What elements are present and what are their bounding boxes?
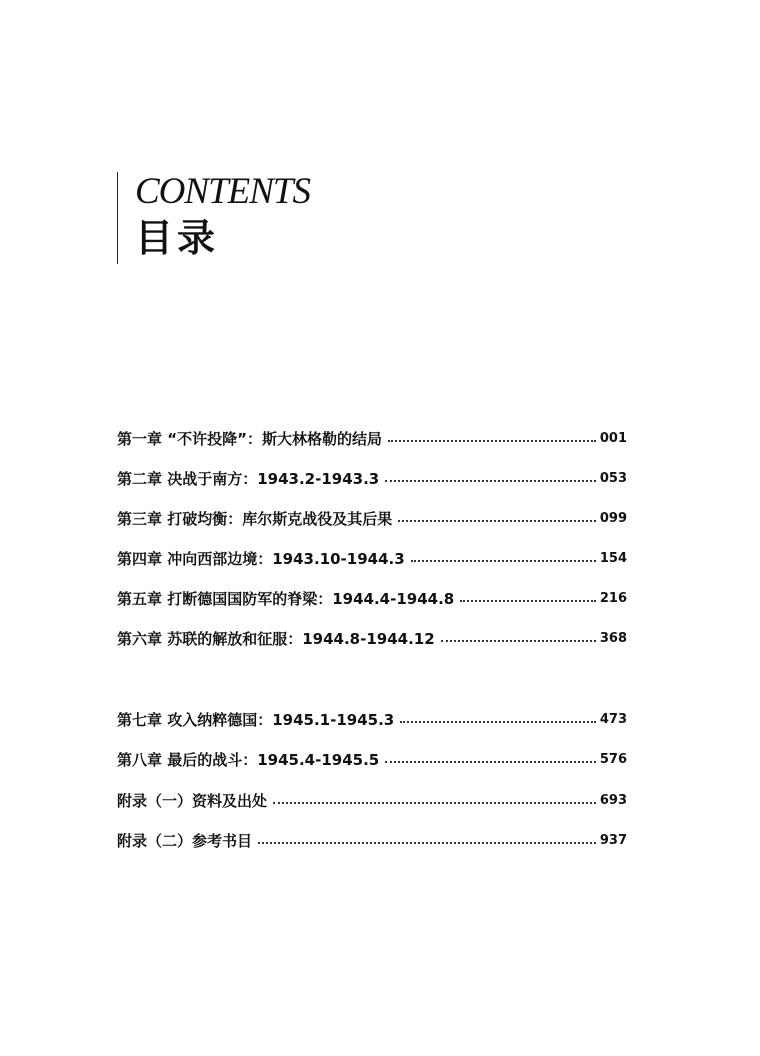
toc-entry-page: 001: [599, 430, 627, 446]
toc-entry-title: 第七章 攻入纳粹德国：1945.1-1945.3: [117, 710, 395, 729]
toc-entry-title: 第三章 打破均衡：库尔斯克战役及其后果: [117, 509, 393, 528]
toc-entry-page: 216: [599, 590, 627, 606]
toc-entry-page: 368: [599, 630, 627, 646]
dot-leader: [411, 559, 596, 562]
toc-entry-chapter-4[interactable]: [117, 544, 627, 572]
toc-entry-page: 576: [599, 751, 627, 767]
toc-entry-chapter-3[interactable]: [117, 504, 627, 532]
toc-entry-title: 第二章 决战于南方：1943.2-1943.3: [117, 469, 380, 488]
toc-entry-page: 693: [599, 792, 627, 808]
toc-entry-chapter-6[interactable]: [117, 624, 627, 652]
toc-entry-title: 第八章 最后的战斗：1945.4-1945.5: [117, 750, 380, 769]
dot-leader: [460, 599, 596, 602]
title-english: CONTENTS: [135, 171, 311, 212]
dot-leader: [385, 760, 596, 763]
toc-entry-chapter-7[interactable]: [117, 705, 627, 733]
toc-entry-title: 第一章 “不许投降”：斯大林格勒的结局: [117, 429, 382, 448]
dot-leader: [398, 519, 596, 522]
toc-entry-title: 第五章 打断德国国防军的脊梁：1944.4-1944.8: [117, 589, 455, 608]
toc-entry-appendix-1[interactable]: [117, 786, 627, 814]
toc-entry-chapter-5[interactable]: [117, 584, 627, 612]
toc-entry-page: 937: [599, 832, 627, 848]
toc-entry-chapter-8[interactable]: [117, 745, 627, 773]
toc-entry-chapter-2[interactable]: [117, 464, 627, 492]
title-chinese: 目录: [135, 216, 220, 260]
dot-leader: [388, 439, 596, 442]
dot-leader: [441, 639, 596, 642]
toc-entry-page: 473: [599, 711, 627, 727]
toc-entry-page: 099: [599, 510, 627, 526]
toc-entry-page: 053: [599, 470, 627, 486]
toc-entry-title: 附录（一）资料及出处: [117, 791, 268, 810]
dot-leader: [258, 841, 596, 844]
toc-entry-title: 附录（二）参考书目: [117, 831, 253, 850]
toc-entry-chapter-1[interactable]: [117, 424, 627, 452]
toc-entry-appendix-2[interactable]: [117, 826, 627, 854]
toc-entry-title: 第六章 苏联的解放和征服：1944.8-1944.12: [117, 629, 435, 648]
dot-leader: [273, 801, 596, 804]
toc-entry-page: 154: [599, 550, 627, 566]
dot-leader: [400, 720, 596, 723]
contents-heading: [117, 172, 310, 264]
dot-leader: [385, 479, 596, 482]
toc-entry-title: 第四章 冲向西部边境：1943.10-1944.3: [117, 549, 405, 568]
